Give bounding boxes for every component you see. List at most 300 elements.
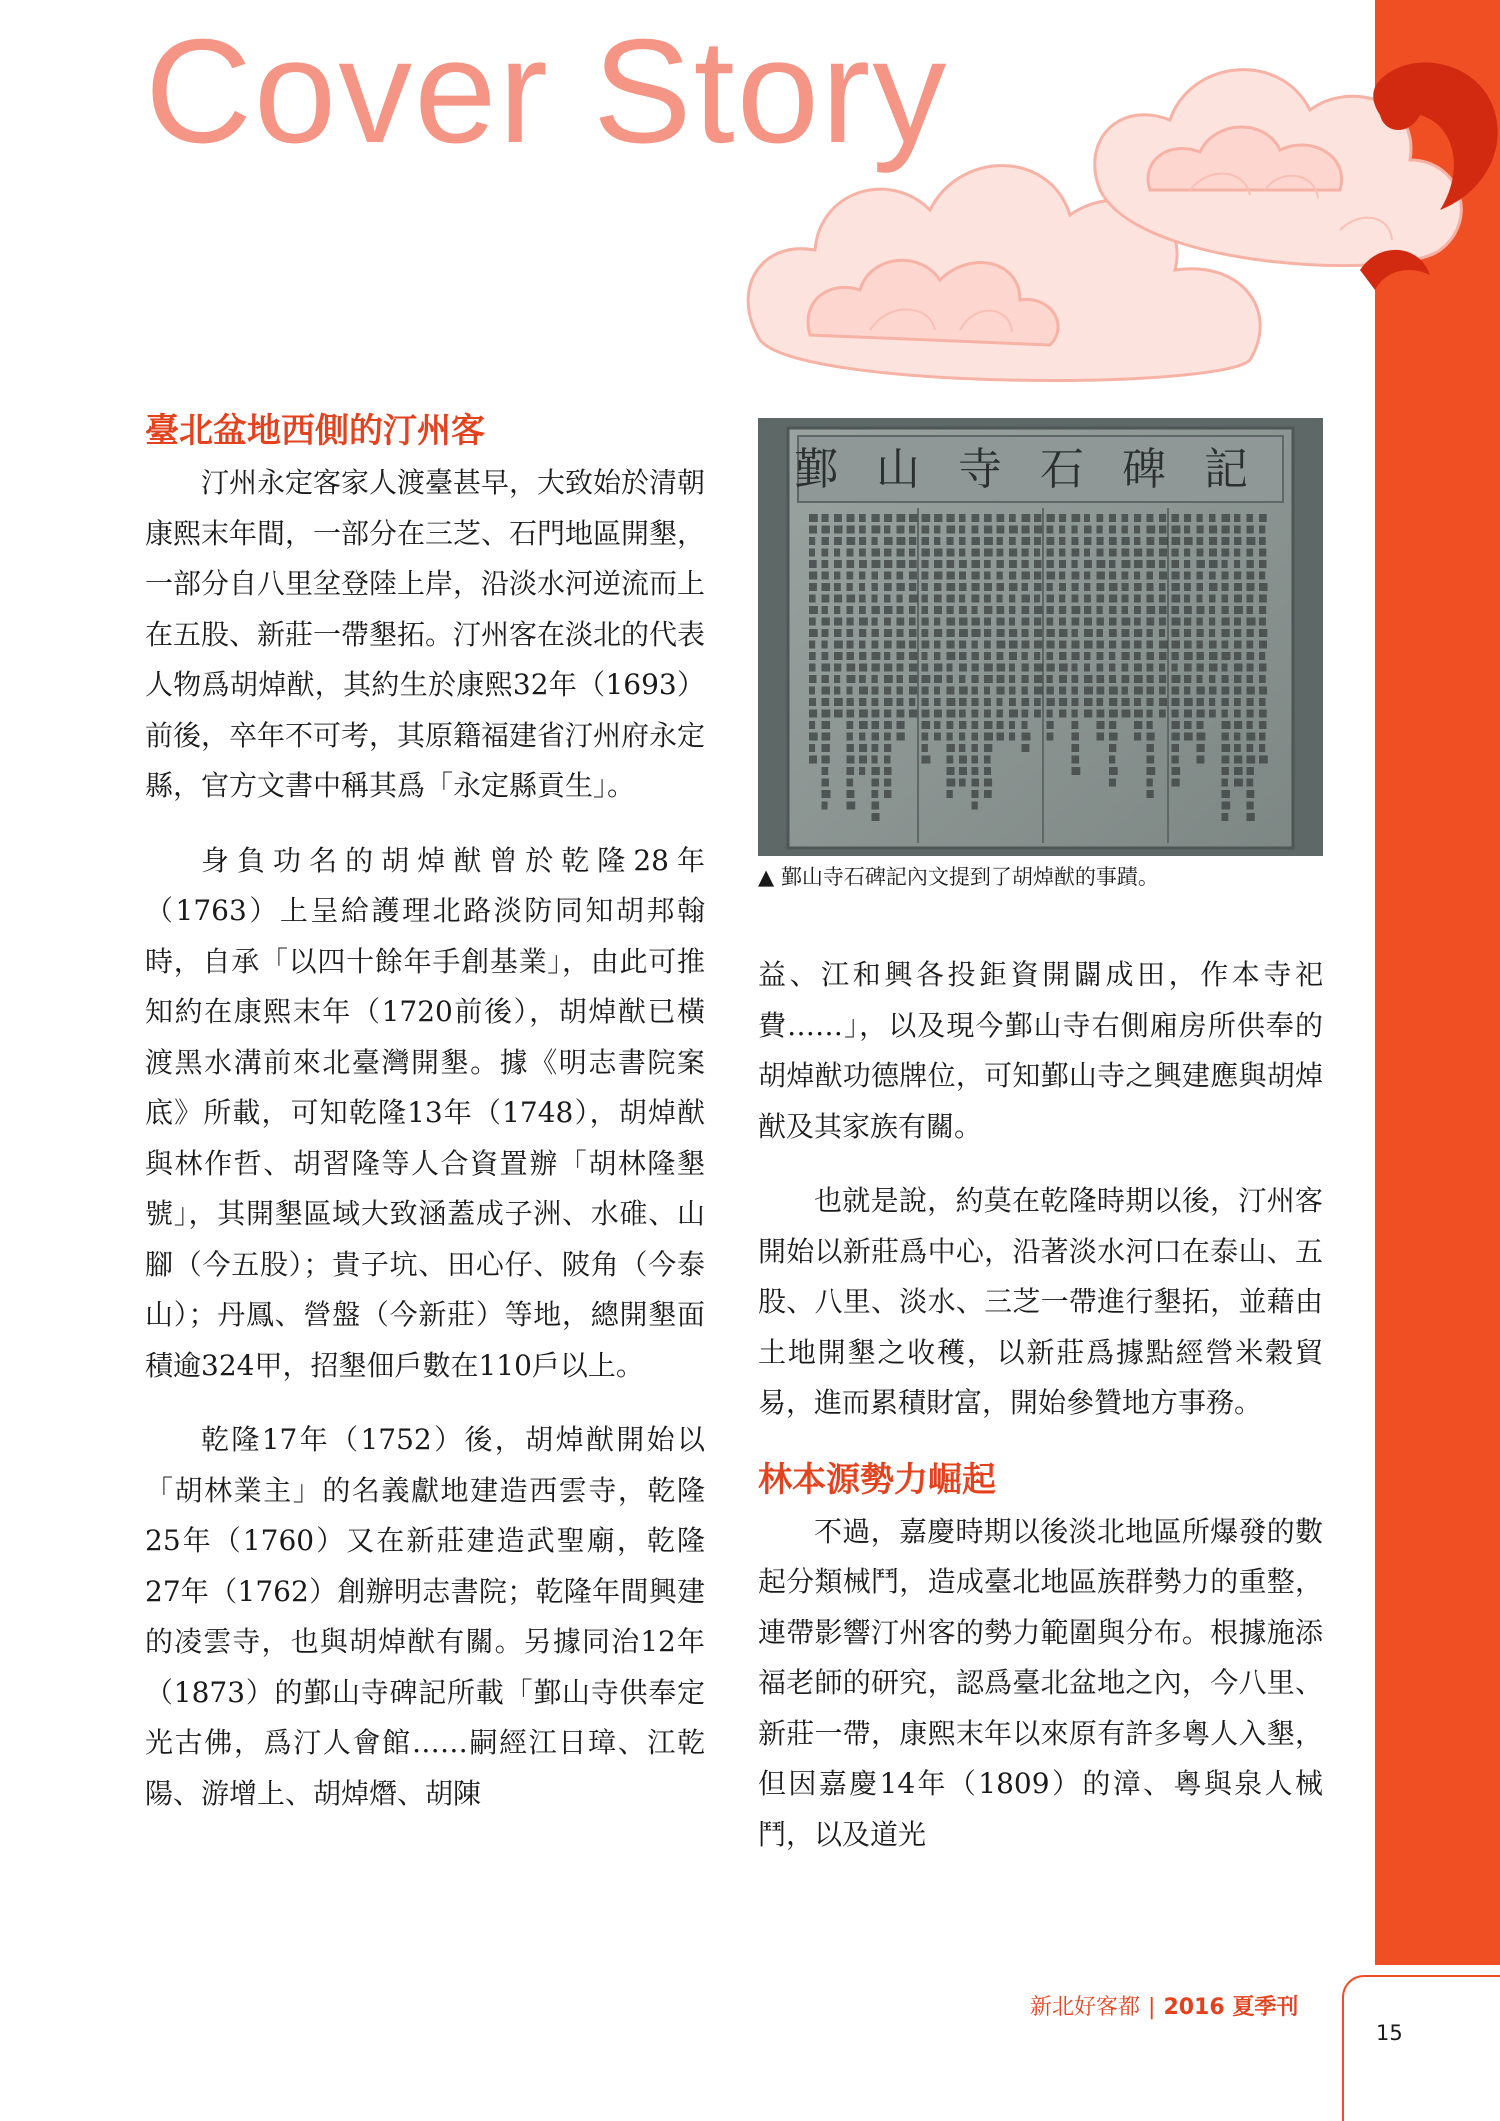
stele-engraving-mark bbox=[1009, 698, 1016, 706]
stele-engraving-mark bbox=[984, 572, 991, 580]
stele-engraving-mark bbox=[847, 629, 854, 637]
stele-engraving-mark bbox=[872, 779, 880, 787]
stele-engraving-mark bbox=[1034, 664, 1043, 672]
stele-engraving-mark bbox=[822, 733, 831, 741]
stele-engraving-mark bbox=[822, 790, 831, 798]
stele-engraving-mark bbox=[1147, 526, 1156, 534]
stele-engraving-mark bbox=[859, 744, 867, 752]
stele-engraving-mark bbox=[972, 572, 980, 580]
stele-engraving-mark bbox=[947, 526, 956, 534]
stele-engraving-mark bbox=[897, 606, 904, 614]
stele-engraving-mark bbox=[1122, 549, 1130, 557]
stele-engraving-mark bbox=[1209, 641, 1217, 649]
stele-engraving-mark bbox=[1172, 641, 1181, 649]
stele-engraving-mark bbox=[1122, 572, 1129, 580]
stele-engraving-mark bbox=[834, 572, 840, 580]
stele-engraving-mark bbox=[1084, 652, 1091, 660]
stele-engraving-mark bbox=[1247, 526, 1254, 534]
stele-engraving-mark bbox=[922, 514, 931, 522]
stele-engraving-mark bbox=[1172, 767, 1181, 775]
stele-engraving-mark bbox=[1034, 652, 1040, 660]
stele-engraving-mark bbox=[972, 641, 978, 649]
stele-engraving-mark bbox=[1184, 664, 1192, 672]
stele-engraving-mark bbox=[1134, 687, 1143, 695]
stele-engraving-mark bbox=[847, 549, 854, 557]
stele-engraving-mark bbox=[1047, 618, 1054, 626]
stele-engraving-mark bbox=[972, 652, 979, 660]
stele-engraving-mark bbox=[947, 595, 955, 603]
stele-engraving-mark bbox=[872, 641, 879, 649]
stele-engraving-mark bbox=[1197, 583, 1204, 591]
stele-engraving-mark bbox=[1134, 560, 1143, 568]
left-column bbox=[145, 410, 705, 1819]
stele-engraving-mark bbox=[872, 710, 880, 718]
stele-engraving-mark bbox=[1022, 537, 1031, 545]
stele-engraving-mark bbox=[922, 572, 929, 580]
stele-engraving-mark bbox=[897, 675, 904, 683]
stele-engraving-mark bbox=[884, 549, 892, 557]
stele-engraving-mark bbox=[1259, 572, 1265, 580]
stele-engraving-mark bbox=[984, 698, 991, 706]
stele-engraving-mark bbox=[1197, 549, 1204, 557]
stele-engraving-mark bbox=[1072, 652, 1080, 660]
footer-separator: | bbox=[1148, 1995, 1156, 2020]
stele-engraving-mark bbox=[984, 514, 992, 522]
stele-engraving-mark bbox=[1122, 618, 1131, 626]
stele-engraving-mark bbox=[884, 618, 891, 626]
stele-engraving-mark bbox=[1109, 595, 1117, 603]
stele-engraving-mark bbox=[984, 583, 992, 591]
stele-engraving-mark bbox=[1222, 652, 1231, 660]
stele-engraving-mark bbox=[997, 549, 1004, 557]
stele-engraving-mark bbox=[984, 618, 991, 626]
stele-engraving-mark bbox=[859, 756, 867, 764]
stele-engraving-mark bbox=[1109, 583, 1118, 591]
stele-engraving-mark bbox=[1047, 595, 1055, 603]
stele-engraving-mark bbox=[1172, 560, 1180, 568]
stele-engraving-mark bbox=[872, 756, 878, 764]
stele-engraving-mark bbox=[1234, 767, 1243, 775]
stele-engraving-mark bbox=[922, 629, 929, 637]
stele-engraving-mark bbox=[1209, 710, 1216, 718]
stele-engraving-mark bbox=[1259, 675, 1266, 683]
stele-engraving-mark bbox=[1247, 618, 1256, 626]
stele-engraving-mark bbox=[809, 710, 817, 718]
stele-engraving-mark bbox=[859, 687, 868, 695]
stele-engraving-mark bbox=[1122, 698, 1130, 706]
stele-engraving-mark bbox=[1234, 687, 1241, 695]
stele-engraving-mark bbox=[1134, 698, 1141, 706]
stele-engraving-mark bbox=[809, 629, 818, 637]
stele-engraving-mark bbox=[884, 664, 892, 672]
stele-engraving-mark bbox=[809, 652, 816, 660]
stele-engraving-mark bbox=[997, 526, 1005, 534]
stele-engraving-mark bbox=[1222, 779, 1228, 787]
stele-engraving-mark bbox=[984, 652, 991, 660]
stele-engraving-mark bbox=[934, 583, 941, 591]
stele-engraving-mark bbox=[1172, 675, 1181, 683]
stele-engraving-mark bbox=[1247, 790, 1255, 798]
stele-engraving-mark bbox=[1084, 698, 1093, 706]
stele-engraving-mark bbox=[1197, 733, 1206, 741]
stele-engraving-mark bbox=[1134, 618, 1141, 626]
stele-engraving-mark bbox=[959, 721, 966, 729]
stele-engraving-mark bbox=[859, 606, 866, 614]
stele-engraving-mark bbox=[934, 664, 942, 672]
stele-engraving-mark bbox=[884, 767, 892, 775]
stele-engraving-mark bbox=[947, 664, 953, 672]
stele-engraving-mark bbox=[1197, 698, 1204, 706]
stele-engraving-mark bbox=[809, 572, 817, 580]
stele-engraving-mark bbox=[1234, 618, 1241, 626]
stele-engraving-mark bbox=[1034, 641, 1042, 649]
footer-publication bbox=[1030, 1990, 1298, 2021]
stele-engraving-mark bbox=[847, 664, 856, 672]
paragraph: 汀州永定客家人渡臺甚早，大致始於清朝康熙末年間，一部分在三芝、石門地區開墾，一部分自八里坌登陸上岸，沿淡水河逆流而上在五股、新莊一帶墾拓。汀州客在淡北的代表人物爲胡焯猷，其約生於康熙32年（1693）前後，卒年不可考，其原籍福建省汀州府永定縣，官方文書中稱其爲「永定縣貢生」。 bbox=[145, 466, 706, 802]
stele-engraving-mark bbox=[884, 756, 891, 764]
stele-engraving-mark bbox=[1047, 560, 1054, 568]
stele-engraving-mark bbox=[1047, 698, 1055, 706]
stele-engraving-mark bbox=[1022, 526, 1030, 534]
stele-engraving-mark bbox=[1234, 698, 1241, 706]
stele-engraving-mark bbox=[984, 756, 991, 764]
stele-engraving-mark bbox=[1222, 549, 1230, 557]
stele-engraving-mark bbox=[834, 675, 840, 683]
stele-engraving-mark bbox=[1134, 537, 1140, 545]
stele-engraving-mark bbox=[1184, 583, 1191, 591]
stele-engraving-mark bbox=[1009, 618, 1015, 626]
stele-engraving-mark bbox=[1172, 721, 1180, 729]
stele-engraving-mark bbox=[1159, 664, 1165, 672]
stele-engraving-mark bbox=[1247, 802, 1254, 810]
stele-engraving-mark bbox=[1122, 652, 1130, 660]
stele-engraving-mark bbox=[1147, 606, 1156, 614]
stele-engraving-mark bbox=[1134, 629, 1142, 637]
stele-engraving-mark bbox=[959, 595, 965, 603]
stele-engraving-mark bbox=[1047, 526, 1054, 534]
stele-engraving-mark bbox=[1234, 756, 1242, 764]
stele-engraving-mark bbox=[1197, 606, 1205, 614]
stele-engraving-mark bbox=[1097, 733, 1105, 741]
stele-engraving-mark bbox=[1009, 537, 1016, 545]
stele-engraving-mark bbox=[1072, 641, 1080, 649]
stele-engraving-mark bbox=[1022, 652, 1028, 660]
stele-engraving-mark bbox=[1072, 583, 1079, 591]
stele-engraving-mark bbox=[1097, 698, 1104, 706]
stele-engraving-mark bbox=[822, 618, 830, 626]
stele-engraving-mark bbox=[959, 675, 965, 683]
stele-engraving-mark bbox=[1172, 583, 1180, 591]
stele-engraving-mark bbox=[809, 744, 815, 752]
stele-engraving-mark bbox=[947, 756, 954, 764]
stele-engraving-mark bbox=[872, 721, 880, 729]
photo-caption: ▲ 鄞山寺石碑記內文提到了胡焯猷的事蹟。 bbox=[758, 865, 1159, 889]
stele-engraving-mark bbox=[809, 618, 816, 626]
stele-engraving-mark bbox=[1022, 583, 1029, 591]
stele-engraving-mark bbox=[1172, 687, 1180, 695]
stele-engraving-mark bbox=[1022, 675, 1029, 683]
stele-engraving-mark bbox=[1034, 675, 1042, 683]
stele-engraving-mark bbox=[1247, 664, 1254, 672]
stele-engraving-mark bbox=[897, 710, 905, 718]
stele-engraving-mark bbox=[847, 687, 853, 695]
stele-engraving-mark bbox=[859, 641, 866, 649]
stele-engraving-mark bbox=[1147, 710, 1153, 718]
stele-engraving-mark bbox=[884, 779, 891, 787]
stele-engraving-mark bbox=[847, 652, 855, 660]
stele-engraving-mark bbox=[884, 560, 892, 568]
right-column bbox=[758, 950, 1323, 1860]
stele-engraving-mark bbox=[1222, 526, 1230, 534]
stele-engraving-mark bbox=[1047, 710, 1053, 718]
stele-engraving-mark bbox=[859, 652, 866, 660]
stele-engraving-mark bbox=[972, 618, 980, 626]
stele-engraving-mark bbox=[984, 526, 992, 534]
stele-engraving-mark bbox=[1184, 606, 1192, 614]
stele-engraving-mark bbox=[1072, 675, 1079, 683]
stele-engraving-mark bbox=[1147, 779, 1153, 787]
stele-engraving-mark bbox=[884, 790, 891, 798]
stele-engraving-mark bbox=[984, 641, 991, 649]
stele-engraving-mark bbox=[1009, 606, 1015, 614]
stele-engraving-mark bbox=[1209, 687, 1217, 695]
stele-engraving-mark bbox=[1247, 572, 1255, 580]
stele-engraving-mark bbox=[1084, 595, 1091, 603]
stele-engraving-mark bbox=[897, 514, 906, 522]
stele-engraving-mark bbox=[1122, 664, 1129, 672]
stele-engraving-mark bbox=[997, 687, 1005, 695]
stele-engraving-mark bbox=[809, 560, 817, 568]
stele-engraving-mark bbox=[847, 756, 855, 764]
stele-engraving-mark bbox=[1234, 721, 1242, 729]
stele-engraving-mark bbox=[959, 698, 967, 706]
stele-engraving-mark bbox=[1147, 733, 1155, 741]
stele-engraving-mark bbox=[1072, 606, 1081, 614]
stele-engraving-mark bbox=[1097, 514, 1104, 522]
stele-engraving-mark bbox=[847, 537, 856, 545]
stele-engraving-mark bbox=[1159, 675, 1166, 683]
stele-engraving-mark bbox=[872, 813, 880, 821]
stele-engraving-mark bbox=[1009, 595, 1015, 603]
stele-engraving-mark bbox=[1197, 652, 1204, 660]
stele-engraving-mark bbox=[897, 721, 905, 729]
stele-engraving-mark bbox=[1072, 560, 1078, 568]
stele-engraving-mark bbox=[959, 710, 966, 718]
stele-engraving-mark bbox=[847, 526, 855, 534]
stele-engraving-mark bbox=[1247, 675, 1254, 683]
stele-engraving-mark bbox=[1197, 629, 1204, 637]
stele-engraving-mark bbox=[1222, 675, 1229, 683]
stele-engraving-mark bbox=[934, 549, 943, 557]
stele-engraving-mark bbox=[1247, 514, 1253, 522]
stele-engraving-mark bbox=[1122, 526, 1128, 534]
stele-engraving-mark bbox=[1184, 526, 1190, 534]
stele-engraving-mark bbox=[1197, 756, 1205, 764]
stele-engraving-mark bbox=[834, 629, 842, 637]
stele-engraving-mark bbox=[1109, 744, 1116, 752]
stele-engraving-mark bbox=[1234, 664, 1243, 672]
stele-engraving-mark bbox=[809, 733, 818, 741]
stele-engraving-mark bbox=[809, 537, 815, 545]
stele-engraving-mark bbox=[897, 618, 905, 626]
stele-engraving-mark bbox=[1159, 618, 1166, 626]
stele-engraving-mark bbox=[1147, 618, 1155, 626]
stele-engraving-mark bbox=[972, 733, 979, 741]
stele-engraving-mark bbox=[1222, 629, 1230, 637]
stele-engraving-mark bbox=[1084, 572, 1090, 580]
stele-engraving-mark bbox=[959, 572, 966, 580]
page-number-frame bbox=[1342, 1975, 1500, 2121]
stele-engraving-mark bbox=[1022, 687, 1028, 695]
stele-engraving-mark bbox=[1147, 514, 1154, 522]
stele-engraving-mark bbox=[1022, 733, 1031, 741]
stele-engraving-mark bbox=[1209, 560, 1218, 568]
stele-engraving-mark bbox=[972, 549, 980, 557]
stele-engraving-mark bbox=[1097, 721, 1105, 729]
stele-engraving-mark bbox=[1259, 549, 1266, 557]
stele-engraving-mark bbox=[822, 595, 830, 603]
stele-engraving-mark bbox=[1009, 549, 1017, 557]
stele-engraving-mark bbox=[1172, 526, 1181, 534]
stele-engraving-mark bbox=[984, 710, 991, 718]
stele-engraving-mark bbox=[934, 537, 940, 545]
stele-engraving-mark bbox=[1259, 664, 1267, 672]
stele-engraving-mark bbox=[1122, 641, 1130, 649]
stele-engraving-mark bbox=[1134, 733, 1141, 741]
stele-engraving-mark bbox=[922, 560, 929, 568]
stele-engraving-mark bbox=[934, 721, 940, 729]
stele-engraving-mark bbox=[809, 606, 818, 614]
stele-engraving-mark bbox=[1059, 572, 1065, 580]
stele-engraving-mark bbox=[1184, 618, 1191, 626]
stele-engraving-mark bbox=[1134, 652, 1141, 660]
stele-engraving-mark bbox=[1222, 733, 1229, 741]
stele-engraving-mark bbox=[1134, 526, 1140, 534]
stele-engraving-mark bbox=[809, 675, 817, 683]
stele-engraving-mark bbox=[1072, 572, 1080, 580]
stele-engraving-mark bbox=[997, 618, 1005, 626]
stele-engraving-mark bbox=[984, 664, 993, 672]
stele-engraving-mark bbox=[822, 664, 831, 672]
stele-engraving-mark bbox=[847, 779, 854, 787]
stele-engraving-mark bbox=[847, 698, 854, 706]
stele-engraving-mark bbox=[1097, 537, 1104, 545]
stele-engraving-mark bbox=[1234, 629, 1241, 637]
stele-engraving-mark bbox=[922, 744, 928, 752]
stele-engraving-mark bbox=[1084, 675, 1093, 683]
stele-engraving-mark bbox=[1197, 618, 1203, 626]
stele-engraving-mark bbox=[984, 675, 993, 683]
stele-engraving-mark bbox=[997, 664, 1006, 672]
stele-engraving-mark bbox=[809, 664, 816, 672]
stele-engraving-mark bbox=[1247, 767, 1254, 775]
stele-engraving-mark bbox=[859, 537, 866, 545]
stele-engraving-mark bbox=[1009, 687, 1016, 695]
stele-engraving-mark bbox=[809, 698, 816, 706]
stele-engraving-mark bbox=[872, 698, 879, 706]
stele-engraving-mark bbox=[1222, 641, 1229, 649]
stele-engraving-mark bbox=[1034, 549, 1040, 557]
stele-engraving-mark bbox=[1147, 756, 1155, 764]
paragraph: 不過，嘉慶時期以後淡北地區所爆發的數起分類械鬥，造成臺北地區族群勢力的重整，連帶影響汀州客的勢力範圍與分布。根據施添福老師的研究，認爲臺北盆地之內，今八里、新莊一帶，康熙末年以來原有許多粵人入墾，但因嘉慶14年（1809）的漳、粵與泉人械鬥，以及道光 bbox=[758, 1514, 1323, 1851]
stele-engraving-mark bbox=[859, 514, 866, 522]
stele-engraving-mark bbox=[1222, 710, 1228, 718]
stele-engraving-mark bbox=[1197, 526, 1204, 534]
stele-engraving-mark bbox=[897, 572, 904, 580]
stele-engraving-mark bbox=[1184, 537, 1193, 545]
stele-engraving-mark bbox=[1259, 537, 1266, 545]
stele-engraving-mark bbox=[1209, 664, 1218, 672]
stele-engraving-mark bbox=[847, 733, 853, 741]
stele-engraving-mark bbox=[1234, 549, 1240, 557]
stele-engraving-mark bbox=[1047, 514, 1055, 522]
stele-engraving-mark bbox=[884, 652, 890, 660]
stele-engraving-mark bbox=[822, 583, 831, 591]
stele-engraving-mark bbox=[1059, 526, 1065, 534]
stele-engraving-mark bbox=[834, 583, 841, 591]
stele-engraving-mark bbox=[959, 583, 967, 591]
stele-engraving-mark bbox=[1084, 618, 1092, 626]
stele-engraving-mark bbox=[947, 744, 955, 752]
stele-engraving-mark bbox=[909, 698, 915, 706]
stele-engraving-mark bbox=[822, 710, 831, 718]
stele-engraving-mark bbox=[947, 560, 955, 568]
stele-engraving-mark bbox=[1197, 744, 1205, 752]
stele-engraving-mark bbox=[1197, 595, 1203, 603]
stele-engraving-mark bbox=[822, 514, 829, 522]
stele-engraving-mark bbox=[1159, 652, 1167, 660]
stele-engraving-mark bbox=[872, 687, 879, 695]
stele-engraving-mark bbox=[1059, 687, 1066, 695]
stele-engraving-mark bbox=[847, 606, 854, 614]
stele-engraving-mark bbox=[1059, 583, 1066, 591]
stele-engraving-mark bbox=[1259, 629, 1267, 637]
stele-engraving-mark bbox=[934, 652, 940, 660]
stele-engraving-mark bbox=[1222, 583, 1229, 591]
stele-engraving-mark bbox=[1147, 549, 1154, 557]
stele-engraving-mark bbox=[822, 641, 828, 649]
stele-engraving-mark bbox=[1047, 537, 1055, 545]
stele-engraving-mark bbox=[1072, 733, 1080, 741]
stele-engraving-mark bbox=[997, 629, 1005, 637]
stele-engraving-mark bbox=[934, 629, 942, 637]
stele-engraving-mark bbox=[1009, 710, 1018, 718]
stele-engraving-mark bbox=[1022, 710, 1029, 718]
stele-engraving-mark bbox=[1247, 779, 1254, 787]
stele-engraving-mark bbox=[897, 595, 903, 603]
stele-engraving-mark bbox=[1034, 606, 1042, 614]
stele-engraving-mark bbox=[822, 652, 829, 660]
stele-engraving-mark bbox=[847, 710, 855, 718]
stele-engraving-mark bbox=[1034, 687, 1043, 695]
stele-engraving-mark bbox=[1134, 549, 1142, 557]
stele-engraving-mark bbox=[1122, 537, 1130, 545]
stele-engraving-mark bbox=[1222, 767, 1229, 775]
stele-engraving-mark bbox=[884, 514, 892, 522]
stele-engraving-mark bbox=[872, 767, 880, 775]
stele-engraving-mark bbox=[1022, 744, 1030, 752]
stele-engraving-mark bbox=[909, 549, 915, 557]
stele-engraving-mark bbox=[947, 675, 953, 683]
stele-engraving-mark bbox=[959, 618, 968, 626]
stele-engraving-mark bbox=[1122, 675, 1130, 683]
page-number: 15 bbox=[1376, 2021, 1403, 2045]
stele-engraving-mark bbox=[884, 641, 892, 649]
stele-engraving-mark bbox=[1034, 572, 1041, 580]
stele-engraving-mark bbox=[884, 744, 891, 752]
stele-engraving-mark bbox=[1009, 560, 1017, 568]
stele-engraving-mark bbox=[872, 526, 881, 534]
